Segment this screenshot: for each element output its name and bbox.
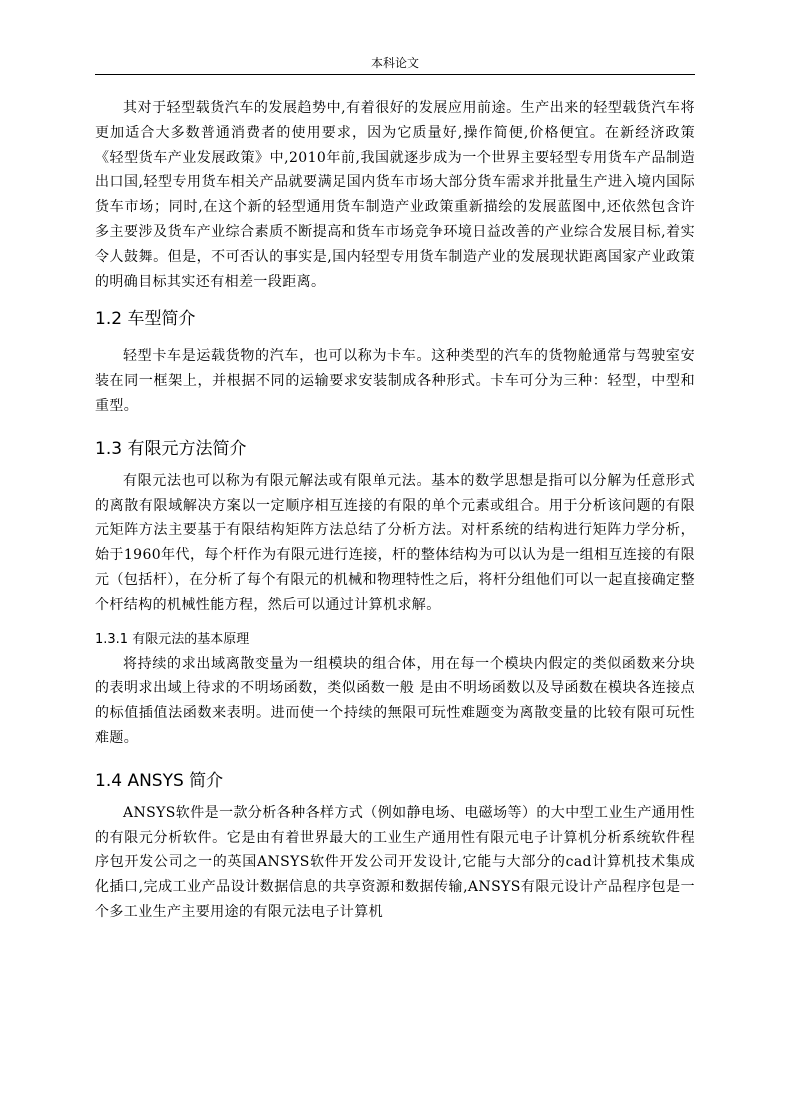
- paragraph-fem-principle: 将持续的求出域离散变量为一组模块的组合体，用在每一个模块内假定的类似函数来分块的表明求出域上待求的不明场函数，类似函数一般 是由不明场函数以及导函数在模块各连接点的标值插值法函数来表明。进而使一个持续的無限可玩性难题变为离散变量的比较有限可玩性难题。: [95, 655, 695, 746]
- section-heading-1-4: 1.4 ANSYS 简介: [95, 770, 224, 791]
- paragraph-intro-continued: 其对于轻型载货汽车的发展趋势中,有着很好的发展应用前途。生产出来的轻型载货汽车将更加适合大多数普通消费者的使用要求，因为它质量好,操作简便,价格便宜。在新经济政策《轻型货车产业发展政策》中,2010年前,我国就逐步成为一个世界主要轻型专用货车产品制造出口国,轻型专用货车相关产品就要满足国内货车市场大部分货车需求并批量生产进入境内国际货车市场；同时,在这个新的轻型通用货车制造产业政策重新描绘的发展蓝图中,还依然包含许多主要涉及货车产业综合素质不断提高和货车市场竞争环境日益改善的产业综合发展目标,着实令人鼓舞。但是，不可否认的事实是,国内轻型专用货车制造产业的发展现状距离国家产业政策的明确目标其实还有相差一段距离。: [95, 100, 695, 290]
- paragraph-vehicle-types: 轻型卡车是运载货物的汽车，也可以称为卡车。这种类型的汽车的货物舱通常与驾驶室安装在同一框架上，并根据不同的运输要求安装制成各种形式。卡车可分为三种：轻型，中型和重型。: [95, 348, 695, 414]
- section-heading-1-3: 1.3 有限元方法简介: [95, 438, 247, 459]
- paragraph-fem-overview: 有限元法也可以称为有限元解法或有限单元法。基本的数学思想是指可以分解为任意形式的离散有限域解决方案以一定顺序相互连接的有限的单个元素或组合。用于分析该问题的有限元矩阵方法主要基于有限结构矩阵方法总结了分析方法。对杆系统的结构进行矩阵力学分析，始于1960年代，每个杆作为有限元进行连接，杆的整体结构为可以认为是一组相互连接的有限元（包括杆），在分析了每个有限元的机械和物理特性之后，将杆分组他们可以一起直接确定整个杆结构的机械性能方程，然后可以通过计算机求解。: [95, 472, 695, 613]
- subsection-heading-1-3-1: 1.3.1 有限元法的基本原理: [95, 631, 250, 647]
- section-heading-1-2: 1.2 车型简介: [95, 309, 196, 330]
- document-body: [95, 96, 695, 925]
- page-header: 本科论文: [370, 56, 419, 70]
- header-rule: [95, 74, 695, 75]
- paragraph-ansys-intro: ANSYS软件是一款分析各种各样方式（例如静电场、电磁场等）的大中型工业生产通用性的有限元分析软件。它是由有着世界最大的工业生产通用性有限元电子计算机分析系统软件程序包开发公司之一的英国ANSYS软件开发公司开发设计,它能与大部分的cad计算机技术集成化插口,完成工业产品设计数据信息的共享资源和数据传输,ANSYS有限元设计产品程序包是一个多工业生产主要用途的有限元法电子计算机: [95, 804, 695, 920]
